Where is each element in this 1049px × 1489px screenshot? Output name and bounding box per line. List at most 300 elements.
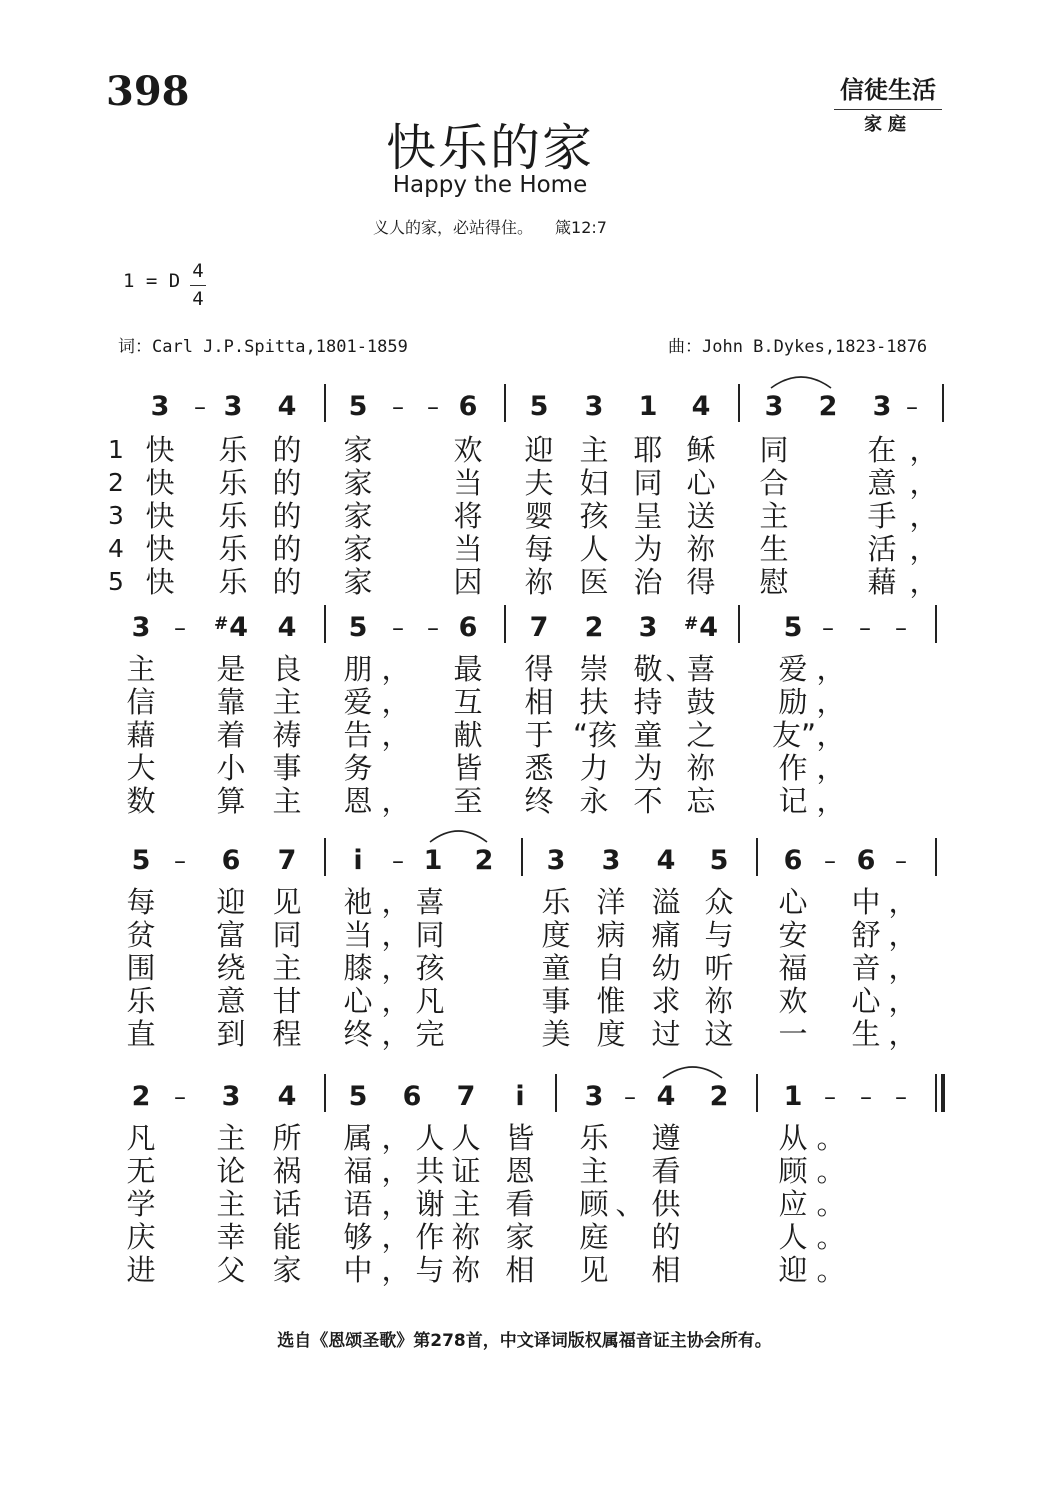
lyric-syllable: ， xyxy=(381,652,411,686)
lyric-syllable: 乐 xyxy=(218,466,248,500)
lyric-syllable: 绕 xyxy=(216,951,246,985)
note-extension-dash: – xyxy=(174,847,186,875)
lyric-syllable: 度 xyxy=(596,1017,626,1051)
lyric-syllable: 生 xyxy=(759,532,789,566)
lyric-syllable: 祷 xyxy=(272,718,302,752)
lyric-syllable: 友” xyxy=(772,718,817,752)
barline xyxy=(324,838,326,876)
note-extension-dash: – xyxy=(427,614,439,642)
note: 7 xyxy=(456,1081,476,1112)
note: 6 xyxy=(783,845,803,876)
lyric-syllable: 力 xyxy=(579,751,609,785)
note: 4 xyxy=(656,845,676,876)
lyric-syllable: 于 xyxy=(524,718,554,752)
barline xyxy=(935,838,937,876)
lyric-syllable: 进 xyxy=(126,1253,156,1287)
lyric-syllable: 与 xyxy=(704,918,734,952)
lyric-syllable: ， xyxy=(381,1220,411,1254)
lyric-syllable: 度 xyxy=(541,918,571,952)
lyric-syllable: 欢 xyxy=(453,433,483,467)
lyric-syllable: ， xyxy=(909,433,939,467)
lyric-syllable: 证 xyxy=(451,1154,481,1188)
lyric-syllable: 每 xyxy=(524,532,554,566)
time-signature-top: 4 xyxy=(192,260,204,282)
lyric-syllable: 中 xyxy=(851,885,881,919)
lyric-syllable: 的 xyxy=(272,466,302,500)
lyric-syllable: 夫 xyxy=(524,466,554,500)
lyric-syllable: 求 xyxy=(651,984,681,1018)
lyric-syllable: 家 xyxy=(343,466,373,500)
barline xyxy=(756,1074,758,1112)
lyric-syllable: 家 xyxy=(343,532,373,566)
note-extension-dash: – xyxy=(392,847,404,875)
lyric-syllable: ， xyxy=(888,885,918,919)
lyric-syllable: 能 xyxy=(272,1220,302,1254)
note: 4 xyxy=(277,391,297,422)
lyric-syllable: 为 xyxy=(633,532,663,566)
note: 4 xyxy=(691,391,711,422)
lyric-syllable: 意 xyxy=(867,466,897,500)
note-extension-dash: – xyxy=(392,614,404,642)
lyric-syllable: 见 xyxy=(579,1253,609,1287)
lyric-syllable: 心 xyxy=(851,984,881,1018)
lyric-syllable: 安 xyxy=(778,918,808,952)
lyric-syllable: 快 xyxy=(145,499,175,533)
lyric-syllable: 幸 xyxy=(216,1220,246,1254)
lyric-syllable: 家 xyxy=(505,1220,535,1254)
lyric-syllable: 。 xyxy=(816,1121,846,1155)
note: 5 xyxy=(131,845,151,876)
lyric-syllable: 数 xyxy=(126,784,156,818)
lyric-syllable: 手 xyxy=(867,499,897,533)
note-extension-dash: – xyxy=(895,847,907,875)
lyric-syllable: ， xyxy=(381,1253,411,1287)
hymn-number: 398 xyxy=(106,68,190,115)
lyric-syllable: 祢 xyxy=(704,984,734,1018)
lyric-syllable: 无 xyxy=(126,1154,156,1188)
lyric-syllable: 到 xyxy=(216,1017,246,1051)
lyric-syllable: 至 xyxy=(453,784,483,818)
lyric-syllable: ， xyxy=(816,652,846,686)
lyric-syllable: 庆 xyxy=(126,1220,156,1254)
composer-credit: 曲：John B.Dykes,1823-1876 xyxy=(668,337,928,357)
lyric-syllable: 快 xyxy=(145,565,175,599)
lyric-syllable: 在 xyxy=(867,433,897,467)
note: 3 xyxy=(764,391,784,422)
lyric-syllable: 合 xyxy=(759,466,789,500)
lyric-syllable: 迎 xyxy=(524,433,554,467)
key-signature: 1 = D xyxy=(123,270,181,292)
note: 5 xyxy=(709,845,729,876)
note-extension-dash: – xyxy=(895,614,907,642)
lyric-syllable: ， xyxy=(909,565,939,599)
lyric-syllable: 父 xyxy=(216,1253,246,1287)
barline xyxy=(555,1074,557,1112)
note: 5 xyxy=(348,612,368,643)
lyric-syllable: 每 xyxy=(126,885,156,919)
lyric-syllable: ， xyxy=(381,1017,411,1051)
lyric-syllable: 福 xyxy=(343,1154,373,1188)
note: 2 xyxy=(818,391,838,422)
lyric-syllable: 福 xyxy=(778,951,808,985)
note: 2 xyxy=(709,1081,729,1112)
lyric-syllable: 众 xyxy=(704,885,734,919)
time-signature-divider xyxy=(190,285,206,286)
lyric-syllable: 相 xyxy=(651,1253,681,1287)
lyric-syllable: 溢 xyxy=(651,885,681,919)
lyric-syllable: ， xyxy=(888,918,918,952)
lyric-syllable: 看 xyxy=(505,1187,535,1221)
note-extension-dash: – xyxy=(174,614,186,642)
lyric-syllable: 主 xyxy=(272,685,302,719)
lyric-syllable: 永 xyxy=(579,784,609,818)
note: 5 xyxy=(529,391,549,422)
lyric-syllable: 励 xyxy=(778,685,808,719)
lyric-syllable: 婴 xyxy=(524,499,554,533)
lyric-syllable: 欢 xyxy=(778,984,808,1018)
note-extension-dash: – xyxy=(824,1083,836,1111)
lyric-syllable: 事 xyxy=(541,984,571,1018)
lyric-syllable: 藉 xyxy=(867,565,897,599)
lyric-syllable: 看 xyxy=(651,1154,681,1188)
lyric-syllable: 自 xyxy=(596,951,626,985)
note: 6 xyxy=(221,845,241,876)
lyric-syllable: 顾 xyxy=(579,1187,609,1221)
note: 3 xyxy=(584,1081,604,1112)
verse-number: 1 xyxy=(108,435,124,464)
lyric-syllable: 治 xyxy=(633,565,663,599)
lyric-syllable: 相 xyxy=(505,1253,535,1287)
note: 4 xyxy=(277,612,297,643)
lyric-syllable: 共 xyxy=(415,1154,445,1188)
lyric-syllable: ， xyxy=(381,1121,411,1155)
lyric-syllable: 的 xyxy=(272,532,302,566)
lyric-syllable: 的 xyxy=(651,1220,681,1254)
note: 6 xyxy=(458,391,478,422)
slur xyxy=(769,370,833,390)
lyric-syllable: 因 xyxy=(453,565,483,599)
lyric-syllable: 幼 xyxy=(651,951,681,985)
lyric-syllable: ， xyxy=(381,1187,411,1221)
lyric-syllable: 务 xyxy=(343,751,373,785)
lyric-syllable: 童 xyxy=(633,718,663,752)
lyric-syllable: 主 xyxy=(759,499,789,533)
lyric-syllable: 心 xyxy=(343,984,373,1018)
lyric-syllable: 喜 xyxy=(686,652,716,686)
lyric-syllable: 同 xyxy=(415,918,445,952)
subcategory-label: 家庭 xyxy=(864,114,912,135)
lyric-syllable: 膝 xyxy=(343,951,373,985)
lyric-syllable: 当 xyxy=(343,918,373,952)
lyric-syllable: 学 xyxy=(126,1187,156,1221)
barline xyxy=(324,605,326,643)
lyric-syllable: 喜 xyxy=(415,885,445,919)
note-extension-dash: – xyxy=(174,1083,186,1111)
lyric-syllable: 告 xyxy=(343,718,373,752)
lyric-syllable: 得 xyxy=(686,565,716,599)
lyric-syllable: 互 xyxy=(453,685,483,719)
final-barline xyxy=(941,1074,945,1112)
lyric-syllable: 语 xyxy=(343,1187,373,1221)
lyric-syllable: 人 xyxy=(451,1121,481,1155)
lyric-syllable: ， xyxy=(816,685,846,719)
lyric-syllable: 作 xyxy=(778,751,808,785)
note-extension-dash: – xyxy=(895,1083,907,1111)
lyric-syllable: ， xyxy=(381,951,411,985)
lyric-syllable: ， xyxy=(381,918,411,952)
lyric-syllable: 心 xyxy=(686,466,716,500)
lyric-syllable: 信 xyxy=(126,685,156,719)
lyric-syllable: 主 xyxy=(272,784,302,818)
lyric-syllable: 听 xyxy=(704,951,734,985)
lyric-syllable: 音 xyxy=(851,951,881,985)
lyric-syllable: 大 xyxy=(126,751,156,785)
lyric-syllable: 所 xyxy=(272,1121,302,1155)
lyric-syllable: 乐 xyxy=(579,1121,609,1155)
lyric-syllable: 凡 xyxy=(126,1121,156,1155)
lyric-syllable: 一 xyxy=(778,1017,808,1051)
note: 3 xyxy=(131,612,151,643)
lyric-syllable: 乐 xyxy=(218,499,248,533)
note: 3 xyxy=(638,612,658,643)
lyric-syllable: 人 xyxy=(415,1121,445,1155)
lyric-syllable: 是 xyxy=(216,652,246,686)
note-extension-dash: – xyxy=(427,393,439,421)
lyric-syllable: 论 xyxy=(216,1154,246,1188)
lyric-syllable: 过 xyxy=(651,1017,681,1051)
lyric-syllable: 、 xyxy=(615,1187,645,1221)
lyric-syllable: 主 xyxy=(579,1154,609,1188)
note: 3 xyxy=(150,391,170,422)
lyric-syllable: 人 xyxy=(579,532,609,566)
lyric-syllable: 同 xyxy=(633,466,663,500)
note: 7 xyxy=(529,612,549,643)
lyric-syllable: ， xyxy=(909,499,939,533)
lyric-syllable: 悉 xyxy=(524,751,554,785)
note-extension-dash: – xyxy=(624,1083,636,1111)
verse-number: 3 xyxy=(108,501,124,530)
scripture-text: 义人的家，必站得住。 xyxy=(373,218,534,237)
lyric-syllable: ， xyxy=(381,685,411,719)
lyric-syllable: 这 xyxy=(704,1017,734,1051)
lyric-syllable: 祢 xyxy=(524,565,554,599)
barline xyxy=(324,1074,326,1112)
scripture-reference: 箴12:7 xyxy=(555,218,607,237)
lyric-syllable: ， xyxy=(909,466,939,500)
lyric-syllable: 庭 xyxy=(579,1220,609,1254)
lyric-syllable: 的 xyxy=(272,565,302,599)
lyric-syllable: ， xyxy=(888,1017,918,1051)
copyright-footnote: 选自《恩颂圣歌》第278首，中文译词版权属福音证主协会所有。 xyxy=(277,1331,772,1351)
lyric-syllable: 将 xyxy=(453,499,483,533)
lyric-syllable: 良 xyxy=(272,652,302,686)
lyric-syllable: 之 xyxy=(686,718,716,752)
verse-number: 2 xyxy=(108,468,124,497)
lyric-syllable: 从 xyxy=(778,1121,808,1155)
note-high-octave: i xyxy=(515,1081,525,1112)
lyric-syllable: 耶 xyxy=(633,433,663,467)
lyric-syllable: 当 xyxy=(453,466,483,500)
lyric-syllable: 得 xyxy=(524,652,554,686)
lyric-syllable: 围 xyxy=(126,951,156,985)
note-high-octave: i xyxy=(353,845,363,876)
lyric-syllable: ， xyxy=(816,784,846,818)
lyric-syllable: 祸 xyxy=(272,1154,302,1188)
lyric-syllable: 程 xyxy=(272,1017,302,1051)
barline xyxy=(504,384,506,422)
lyric-syllable: ， xyxy=(381,885,411,919)
lyric-syllable: 生 xyxy=(851,1017,881,1051)
barline xyxy=(738,384,740,422)
note-extension-dash: – xyxy=(194,393,206,421)
lyric-syllable: 恩 xyxy=(343,784,373,818)
lyric-syllable: 孩 xyxy=(415,951,445,985)
note: 2 xyxy=(474,845,494,876)
lyric-syllable: 病 xyxy=(596,918,626,952)
lyric-syllable: 主 xyxy=(579,433,609,467)
lyric-syllable: 童 xyxy=(541,951,571,985)
note: 1 xyxy=(638,391,658,422)
lyric-syllable: 稣 xyxy=(686,433,716,467)
hymn-title-english: Happy the Home xyxy=(392,172,588,198)
lyric-syllable: 献 xyxy=(453,718,483,752)
lyric-syllable: 爱 xyxy=(778,652,808,686)
lyric-syllable: 皆 xyxy=(453,751,483,785)
lyric-syllable: 甘 xyxy=(272,984,302,1018)
lyric-syllable: ， xyxy=(909,532,939,566)
lyric-syllable: 为 xyxy=(633,751,663,785)
lyric-syllable: 医 xyxy=(579,565,609,599)
lyric-syllable: 舒 xyxy=(851,918,881,952)
lyric-syllable: 应 xyxy=(778,1187,808,1221)
lyricist-credit: 词：Carl J.P.Spitta,1801-1859 xyxy=(118,337,408,357)
lyric-syllable: 主 xyxy=(272,951,302,985)
lyric-syllable: 持 xyxy=(633,685,663,719)
lyric-syllable: 话 xyxy=(272,1187,302,1221)
sharp-sign: # xyxy=(683,614,699,634)
lyric-syllable: 祂 xyxy=(343,885,373,919)
note: 7 xyxy=(277,845,297,876)
note: 3 xyxy=(221,1081,241,1112)
lyric-syllable: ， xyxy=(816,718,846,752)
lyric-syllable: 孩 xyxy=(579,499,609,533)
scripture-verse xyxy=(0,215,980,238)
lyric-syllable: 惟 xyxy=(596,984,626,1018)
note: 3 xyxy=(223,391,243,422)
lyric-syllable: 乐 xyxy=(218,565,248,599)
note-sharp: #4 xyxy=(213,612,249,643)
lyric-syllable: 。 xyxy=(816,1187,846,1221)
time-signature-bottom: 4 xyxy=(192,288,204,310)
lyric-syllable: 家 xyxy=(272,1253,302,1287)
lyric-syllable: 直 xyxy=(126,1017,156,1051)
lyric-syllable: 人 xyxy=(778,1220,808,1254)
lyric-syllable: 皆 xyxy=(505,1121,535,1155)
lyric-syllable: 算 xyxy=(216,784,246,818)
lyric-syllable: 藉 xyxy=(126,718,156,752)
note: 1 xyxy=(423,845,443,876)
lyric-syllable: 恩 xyxy=(505,1154,535,1188)
lyric-syllable: 快 xyxy=(145,532,175,566)
lyric-syllable: ， xyxy=(888,951,918,985)
lyric-syllable: 乐 xyxy=(218,433,248,467)
lyric-syllable: 快 xyxy=(145,433,175,467)
lyric-syllable: 崇 xyxy=(579,652,609,686)
note: 6 xyxy=(856,845,876,876)
note: 2 xyxy=(584,612,604,643)
lyric-syllable: 记 xyxy=(778,784,808,818)
lyric-syllable: 主 xyxy=(451,1187,481,1221)
category-label: 信徒生活 xyxy=(834,70,942,110)
barline xyxy=(935,605,937,643)
lyric-syllable: ， xyxy=(381,984,411,1018)
lyric-syllable: 鼓 xyxy=(686,685,716,719)
lyric-syllable: 同 xyxy=(272,918,302,952)
lyric-syllable: 主 xyxy=(216,1121,246,1155)
note-extension-dash: – xyxy=(392,393,404,421)
lyric-syllable: 与 xyxy=(415,1253,445,1287)
lyric-syllable: 敬 xyxy=(633,652,663,686)
lyric-syllable: 终 xyxy=(343,1017,373,1051)
lyric-syllable: 同 xyxy=(759,433,789,467)
lyric-syllable: ， xyxy=(381,784,411,818)
slur xyxy=(661,1060,724,1080)
lyric-syllable: 意 xyxy=(216,984,246,1018)
note-extension-dash: – xyxy=(906,393,918,421)
lyric-syllable: 遵 xyxy=(651,1121,681,1155)
lyric-syllable: 中 xyxy=(343,1253,373,1287)
lyric-syllable: 乐 xyxy=(126,984,156,1018)
verse-number: 4 xyxy=(108,534,124,563)
lyric-syllable: 祢 xyxy=(686,751,716,785)
verse-number: 5 xyxy=(108,567,124,596)
lyric-syllable: 慰 xyxy=(759,565,789,599)
lyric-syllable: 的 xyxy=(272,499,302,533)
lyric-syllable: ， xyxy=(381,1154,411,1188)
lyric-syllable: 贫 xyxy=(126,918,156,952)
lyric-syllable: 不 xyxy=(633,784,663,818)
barline xyxy=(942,384,944,422)
note-extension-dash: – xyxy=(824,847,836,875)
lyric-syllable: 快 xyxy=(145,466,175,500)
note: 5 xyxy=(783,612,803,643)
lyric-syllable: ， xyxy=(381,718,411,752)
lyric-syllable: 扶 xyxy=(579,685,609,719)
lyric-syllable: 妇 xyxy=(579,466,609,500)
lyric-syllable: 洋 xyxy=(596,885,626,919)
barline xyxy=(521,838,523,876)
lyric-syllable: 迎 xyxy=(216,885,246,919)
lyric-syllable: 、 xyxy=(665,652,695,686)
lyric-syllable: 小 xyxy=(216,751,246,785)
lyric-syllable: 乐 xyxy=(218,532,248,566)
lyric-syllable: 顾 xyxy=(778,1154,808,1188)
lyric-syllable: 主 xyxy=(126,652,156,686)
lyric-syllable: 呈 xyxy=(633,499,663,533)
lyric-syllable: 完 xyxy=(415,1017,445,1051)
lyric-syllable: 心 xyxy=(778,885,808,919)
lyric-syllable: 属 xyxy=(343,1121,373,1155)
lyric-syllable: 乐 xyxy=(541,885,571,919)
lyric-syllable: 靠 xyxy=(216,685,246,719)
lyric-syllable: 终 xyxy=(524,784,554,818)
lyric-syllable: 家 xyxy=(343,565,373,599)
lyric-syllable: 迎 xyxy=(778,1253,808,1287)
note-extension-dash: – xyxy=(859,614,871,642)
note: 4 xyxy=(656,1081,676,1112)
lyric-syllable: 的 xyxy=(272,433,302,467)
note: 3 xyxy=(601,845,621,876)
